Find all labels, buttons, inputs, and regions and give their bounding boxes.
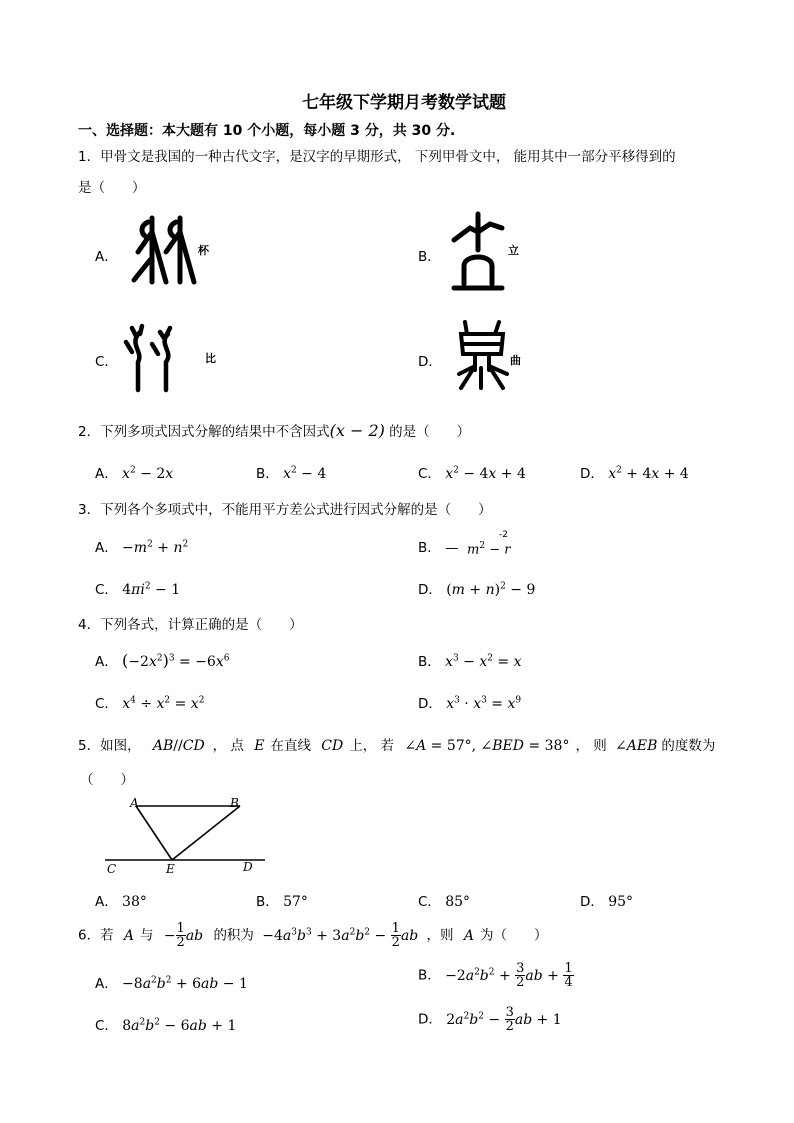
- q6-option-d[interactable]: D． $2a^2b^2$ − $\frac{3}{2}$ ab + 1: [418, 1005, 562, 1034]
- q5-figure-label-d: D: [243, 860, 253, 874]
- q5-option-c[interactable]: C． 85°: [418, 894, 471, 910]
- q5-figure-label-a: A: [130, 796, 139, 810]
- q6-option-a[interactable]: A． $-8a^2b^2 + 6ab - 1$: [95, 975, 248, 992]
- q5-figure-label-b: B: [230, 796, 239, 810]
- question-4-text: 4．下列各式，计算正确的是（ ）: [78, 617, 303, 633]
- q1-option-d-char: 曲: [510, 354, 521, 367]
- q3-option-c[interactable]: C． $4\pi i^2 - 1$: [95, 581, 181, 598]
- q5-figure-label-c: C: [107, 862, 117, 876]
- q1-option-c-char: 比: [205, 352, 216, 365]
- q4-option-a[interactable]: A． $(-2x^2)^3 = -6x^6$: [95, 651, 230, 670]
- question-2-suffix: 的是（ ）: [384, 424, 471, 440]
- question-6-text: 6．若 A 与 − $\frac{1}{2}$ ab 的积为 $-4a^3b^3 + 3a^2b^2$ − $\frac{1}{2}$ ab ，则 A 为（ ）: [78, 921, 548, 950]
- q5-option-a[interactable]: A． 38°: [95, 894, 147, 910]
- oracle-glyph-qu-icon: [455, 318, 511, 392]
- q1-option-a-label[interactable]: A．: [95, 249, 118, 265]
- question-3-text: 3．下列各个多项式中，不能用平方差公式进行因式分解的是（ ）: [78, 502, 492, 518]
- question-1-text-2: 是（ ）: [78, 180, 146, 196]
- q5-option-d[interactable]: D． 95°: [580, 894, 634, 910]
- q4-option-c[interactable]: C． $x^4 \div x^2 = x^2$: [95, 695, 205, 712]
- oracle-glyph-li-icon: [450, 210, 506, 292]
- q1-option-a-char: 杯: [198, 244, 209, 257]
- q2-option-b[interactable]: B． $x^2 - 4$: [256, 465, 327, 482]
- oracle-glyph-bei-icon: [130, 212, 200, 284]
- q2-option-d[interactable]: D． $x^2 + 4x + 4$: [580, 465, 689, 482]
- q1-option-b-char: 立: [508, 244, 519, 257]
- q1-option-b-label[interactable]: B．: [418, 249, 441, 265]
- question-1-text: 1．甲骨文是我国的一种古代文字，是汉字的早期形式， 下列甲骨文中， 能用其中一部分平移得到的: [78, 149, 676, 165]
- q5-figure-label-e: E: [166, 862, 175, 876]
- question-5-text-2: （ ）: [80, 772, 134, 788]
- page-title: 七年级下学期月考数学试题: [302, 93, 506, 113]
- q3-option-d[interactable]: D． $(m + n)^2 - 9$: [418, 581, 536, 598]
- q5-option-b[interactable]: B． 57°: [256, 894, 308, 910]
- question-5-text: 5．如图， AB//CD ， 点 E 在直线 CD 上， 若 ∠A = 57°, ∠BED = 38° ， 则 ∠AEB 的度数为: [78, 738, 716, 754]
- q3-option-b-expr: $m^2 - r$: [467, 541, 511, 558]
- q1-option-d-label[interactable]: D．: [418, 354, 442, 370]
- q3-option-a[interactable]: A． $-m^2 + n^2$: [95, 539, 189, 556]
- q2-option-a[interactable]: A． $x^2 - 2x$: [95, 465, 174, 482]
- q4-option-b[interactable]: B． $x^3 - x^2 = x$: [418, 653, 522, 670]
- q2-option-c[interactable]: C． $x^2 - 4x + 4$: [418, 465, 526, 482]
- q6-option-b[interactable]: B． $-2a^2b^2$ + $\frac{3}{2}$ ab + $\frac{1}{4}$: [418, 961, 573, 990]
- question-2-text: [78, 420, 470, 440]
- q1-option-c-label[interactable]: C．: [95, 354, 118, 370]
- question-2-factor: (x − 2): [329, 421, 385, 440]
- q4-option-d[interactable]: D． $x^3 \cdot x^3 = x^9$: [418, 695, 522, 712]
- q3-option-b[interactable]: B． —: [418, 540, 459, 556]
- q3-option-b-exp: -2: [499, 530, 508, 540]
- question-2-prefix: 2．下列多项式因式分解的结果中不含因式: [78, 424, 330, 440]
- section-heading: 一、选择题：本大题有 10 个小题，每小题 3 分，共 30 分.: [78, 123, 456, 139]
- oracle-glyph-bi-icon: [122, 322, 184, 392]
- q6-option-c[interactable]: C． $8a^2b^2 - 6ab + 1$: [95, 1017, 237, 1034]
